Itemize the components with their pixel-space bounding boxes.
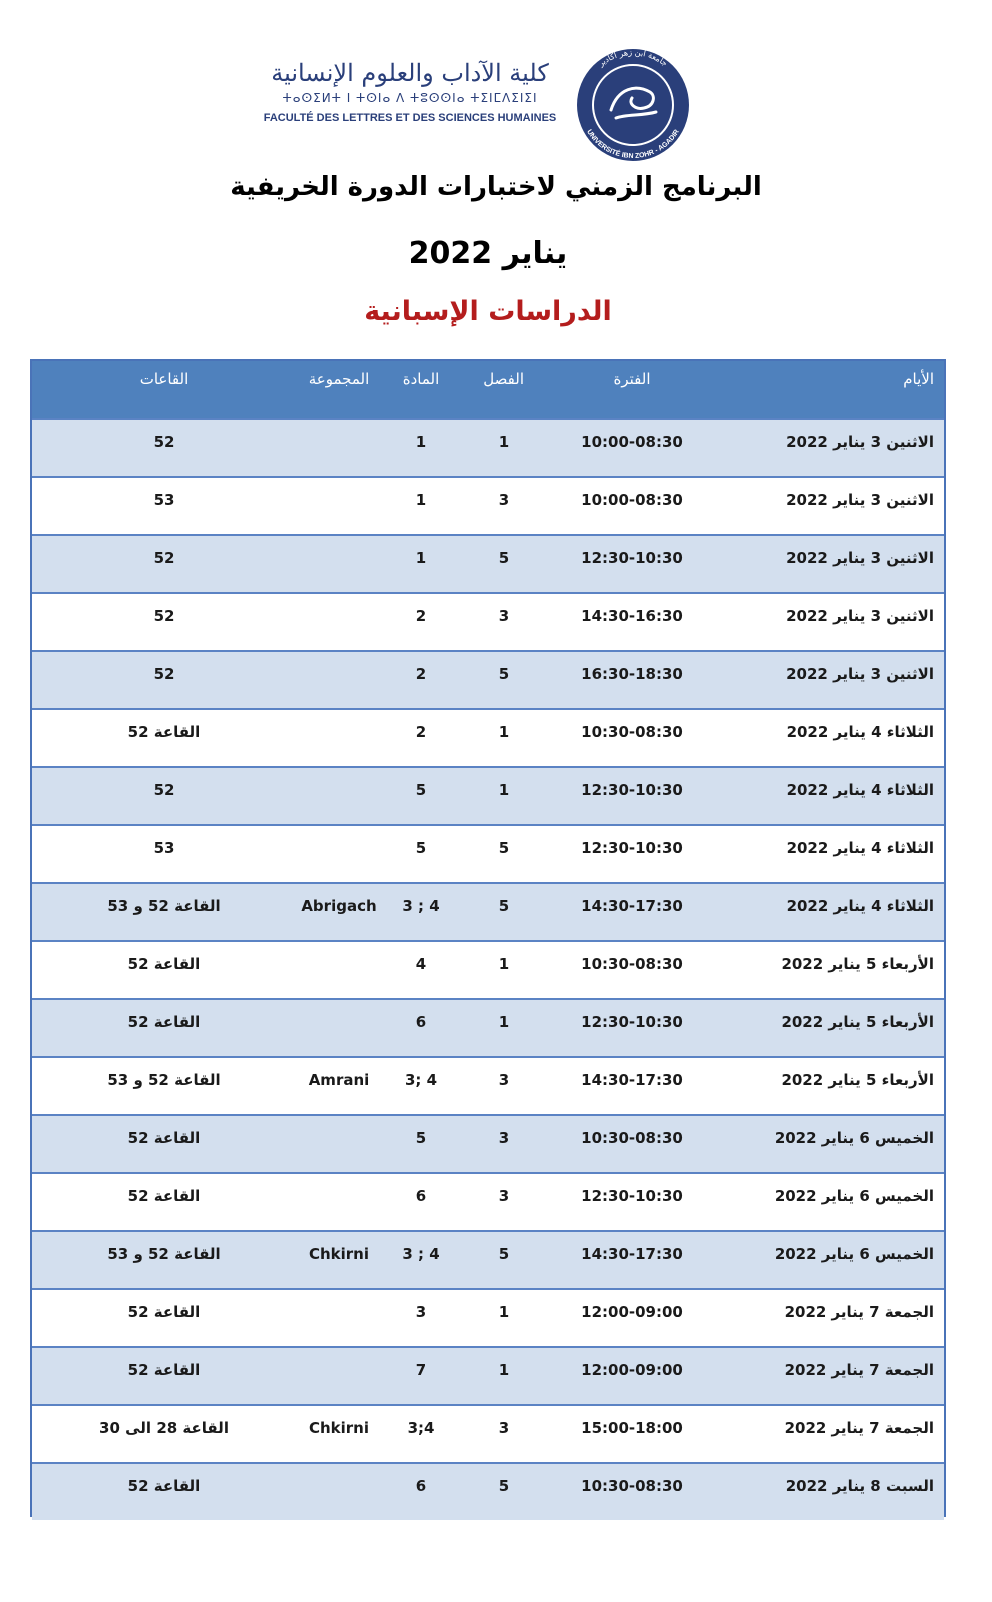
cell-semester: 3 [498, 607, 510, 625]
cell-time: 14:30-16:30 [581, 607, 683, 625]
cell-subject: 4 [415, 955, 427, 973]
cell-room: القاعة 52 [127, 1013, 201, 1031]
cell-time: 10:00-08:30 [581, 433, 683, 451]
department-name: الدراسات الإسبانية [364, 296, 612, 327]
header-room: القاعات [139, 370, 189, 388]
table-row [32, 708, 944, 766]
cell-time: 10:30-08:30 [581, 1477, 683, 1495]
cell-time: 10:30-08:30 [581, 955, 683, 973]
cell-subject: 2 [415, 607, 427, 625]
cell-room: القاعة 52 و 53 [107, 897, 221, 915]
cell-subject: 4;3 [407, 1419, 435, 1437]
cell-subject: 4 ; 3 [402, 897, 440, 915]
cell-day: الجمعة 7 يناير 2022 [784, 1419, 934, 1437]
cell-semester: 5 [498, 1477, 510, 1495]
faculty-name-tifinagh: ⵜⴰⵙⵉⵍⵜ ⵏ ⵜⵙⵏⴰ ⴷ ⵜⵓⵙⵙⵏⴰ ⵜⵉⵏⵎⴷⵉⵏⵉⵏ [282, 91, 538, 105]
cell-subject: 6 [415, 1477, 427, 1495]
table-row [32, 1288, 944, 1346]
cell-day: الخميس 6 يناير 2022 [774, 1129, 934, 1147]
cell-day: الأربعاء 5 يناير 2022 [781, 955, 934, 973]
table-row [32, 1114, 944, 1172]
cell-time: 14:30-17:30 [581, 897, 683, 915]
cell-room: القاعة 52 [127, 1361, 201, 1379]
cell-subject: 1 [415, 549, 427, 567]
table-row [32, 534, 944, 592]
cell-time: 12:00-09:00 [581, 1361, 683, 1379]
cell-time: 12:30-10:30 [581, 781, 683, 799]
cell-semester: 5 [498, 897, 510, 915]
table-header-row [32, 361, 944, 420]
cell-semester: 3 [498, 491, 510, 509]
cell-semester: 5 [498, 1245, 510, 1263]
header-subject: المادة [402, 370, 440, 388]
cell-day: الخميس 6 يناير 2022 [774, 1187, 934, 1205]
cell-semester: 1 [498, 781, 510, 799]
cell-day: الاثنين 3 يناير 2022 [786, 549, 934, 567]
table-row [32, 1462, 944, 1520]
cell-room: 53 [153, 491, 175, 509]
exam-month: يناير 2022 [408, 236, 568, 271]
cell-day: الثلاثاء 4 يناير 2022 [786, 839, 934, 857]
cell-day: السبت 8 يناير 2022 [785, 1477, 934, 1495]
cell-semester: 5 [498, 839, 510, 857]
header-day: الأيام [903, 370, 934, 388]
cell-day: الأربعاء 5 يناير 2022 [781, 1013, 934, 1031]
table-row [32, 824, 944, 882]
cell-subject: 3 [415, 1303, 427, 1321]
cell-room: القاعة 28 الى 30 [99, 1419, 229, 1437]
cell-day: الخميس 6 يناير 2022 [774, 1245, 934, 1263]
cell-subject: 2 [415, 665, 427, 683]
cell-time: 12:00-09:00 [581, 1303, 683, 1321]
cell-semester: 3 [498, 1187, 510, 1205]
cell-room: القاعة 52 [127, 1129, 201, 1147]
cell-day: الثلاثاء 4 يناير 2022 [786, 781, 934, 799]
cell-group: Amrani [308, 1071, 370, 1089]
cell-room: القاعة 52 [127, 1303, 201, 1321]
cell-semester: 5 [498, 549, 510, 567]
cell-semester: 3 [498, 1071, 510, 1089]
cell-time: 16:30-18:30 [581, 665, 683, 683]
cell-time: 12:30-10:30 [581, 1013, 683, 1031]
cell-room: القاعة 52 [127, 1187, 201, 1205]
cell-room: 52 [153, 607, 175, 625]
cell-semester: 1 [498, 1361, 510, 1379]
cell-subject: 5 [415, 781, 427, 799]
cell-semester: 1 [498, 1013, 510, 1031]
table-row [32, 998, 944, 1056]
cell-time: 10:30-08:30 [581, 1129, 683, 1147]
cell-room: 53 [153, 839, 175, 857]
cell-time: 12:30-10:30 [581, 839, 683, 857]
cell-subject: 5 [415, 839, 427, 857]
cell-group: Chkirni [308, 1245, 370, 1263]
cell-room: 52 [153, 781, 175, 799]
cell-subject: 4 ; 3 [402, 1245, 440, 1263]
cell-subject: 6 [415, 1013, 427, 1031]
cell-subject: 1 [415, 491, 427, 509]
seal-text-arabic: جامعة ابن زهر اكادير [596, 48, 670, 69]
cell-time: 12:30-10:30 [581, 549, 683, 567]
cell-subject: 6 [415, 1187, 427, 1205]
cell-day: الجمعة 7 يناير 2022 [784, 1361, 934, 1379]
table-row [32, 592, 944, 650]
cell-semester: 5 [498, 665, 510, 683]
cell-subject: 2 [415, 723, 427, 741]
header-group: المجموعة [308, 370, 370, 388]
header-semester: الفصل [483, 370, 524, 388]
cell-room: القاعة 52 [127, 955, 201, 973]
cell-day: الثلاثاء 4 يناير 2022 [786, 723, 934, 741]
cell-day: الاثنين 3 يناير 2022 [786, 491, 934, 509]
cell-subject: 7 [415, 1361, 427, 1379]
cell-semester: 3 [498, 1419, 510, 1437]
cell-subject: 1 [415, 433, 427, 451]
cell-day: الجمعة 7 يناير 2022 [784, 1303, 934, 1321]
table-row [32, 1230, 944, 1288]
faculty-name-arabic: كلية الآداب والعلوم الإنسانية [271, 59, 549, 87]
cell-time: 15:00-18:00 [581, 1419, 683, 1437]
table-row [32, 476, 944, 534]
faculty-header [263, 40, 720, 170]
cell-room: 52 [153, 665, 175, 683]
cell-group: Chkirni [308, 1419, 370, 1437]
table-row [32, 882, 944, 940]
cell-time: 12:30-10:30 [581, 1187, 683, 1205]
cell-time: 10:00-08:30 [581, 491, 683, 509]
cell-time: 14:30-17:30 [581, 1245, 683, 1263]
cell-day: الثلاثاء 4 يناير 2022 [786, 897, 934, 915]
cell-day: الاثنين 3 يناير 2022 [786, 665, 934, 683]
table-row [32, 418, 944, 476]
seal-text-french: UNIVERSITÉ IBN ZOHR - AGADIR [585, 128, 681, 161]
cell-semester: 1 [498, 1303, 510, 1321]
cell-semester: 1 [498, 723, 510, 741]
cell-time: 10:30-08:30 [581, 723, 683, 741]
page-title: البرنامج الزمني لاختبارات الدورة الخريفية [230, 172, 762, 202]
exam-schedule-table [30, 359, 946, 1517]
cell-subject: 4 ;3 [404, 1071, 438, 1089]
cell-room: القاعة 52 [127, 723, 201, 741]
cell-day: الاثنين 3 يناير 2022 [786, 607, 934, 625]
cell-day: الاثنين 3 يناير 2022 [786, 433, 934, 451]
faculty-name-french: FACULTÉ DES LETTRES ET DES SCIENCES HUMAINES [263, 112, 557, 124]
cell-day: الأربعاء 5 يناير 2022 [781, 1071, 934, 1089]
cell-room: 52 [153, 433, 175, 451]
table-row [32, 1172, 944, 1230]
cell-subject: 5 [415, 1129, 427, 1147]
header-time: الفترة [613, 370, 651, 388]
faculty-name-block [260, 58, 560, 126]
cell-time: 14:30-17:30 [581, 1071, 683, 1089]
cell-semester: 1 [498, 433, 510, 451]
table-row [32, 650, 944, 708]
cell-semester: 3 [498, 1129, 510, 1147]
table-row [32, 940, 944, 998]
table-row [32, 766, 944, 824]
cell-group: Abrigach [301, 897, 377, 915]
table-row [32, 1346, 944, 1404]
cell-room: 52 [153, 549, 175, 567]
cell-room: القاعة 52 و 53 [107, 1245, 221, 1263]
cell-room: القاعة 52 [127, 1477, 201, 1495]
cell-room: القاعة 52 و 53 [107, 1071, 221, 1089]
table-row [32, 1056, 944, 1114]
university-seal-icon [566, 48, 700, 162]
table-row [32, 1404, 944, 1462]
cell-semester: 1 [498, 955, 510, 973]
